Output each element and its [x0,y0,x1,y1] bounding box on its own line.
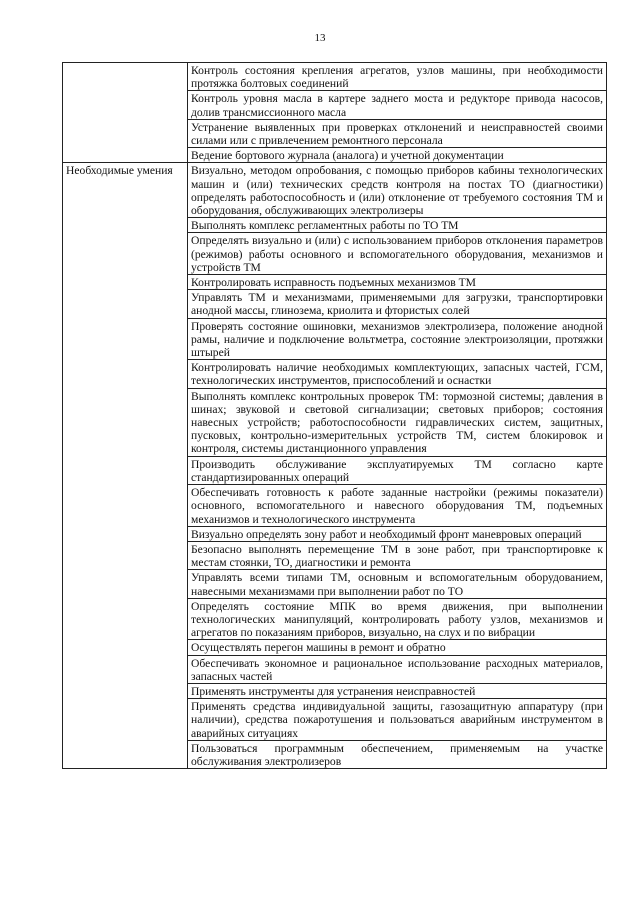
table-row [63,360,607,388]
table-row [63,63,607,91]
row-label-cell [63,570,188,598]
row-label-cell [63,526,188,541]
table-row [63,683,607,698]
table-row [63,91,607,119]
page-number: 13 [314,32,326,44]
table-row [63,163,607,218]
row-text-cell: Визуально определять зону работ и необходимый фронт маневровых операций [188,526,607,541]
row-label-cell [63,233,188,275]
row-text-cell: Проверять состояние ошиновки, механизмов электролизера, положение анодной рамы, наличие и подключение вольтметра, состояние электроизоляции, протяжки штырей [188,318,607,360]
row-label-cell [63,218,188,233]
row-text-cell: Управлять ТМ и механизмами, применяемыми для загрузки, транспортировки анодной массы, глинозема, криолита и фтористых солей [188,290,607,318]
table-row [63,598,607,640]
table-row [63,456,607,484]
row-text-cell: Контролировать исправность подъемных механизмов ТМ [188,275,607,290]
row-label-cell [63,388,188,456]
table-row [63,541,607,569]
table-row [63,699,607,741]
row-text-cell: Обеспечивать экономное и рациональное использование расходных материалов, запасных частей [188,655,607,683]
row-label-cell [63,275,188,290]
row-text-cell: Пользоваться программным обеспечением, применяемым на участке обслуживания электролизеров [188,740,607,768]
row-label-cell [63,456,188,484]
row-text-cell: Выполнять комплекс регламентных работы по ТО ТМ [188,218,607,233]
row-label-cell [63,91,188,119]
row-text-cell: Контроль состояния крепления агрегатов, узлов машины, при необходимости протяжка болтовых соединений [188,63,607,91]
row-text-cell: Управлять всеми типами ТМ, основным и вспомогательным оборудованием, навесными механизмами при выполнении работ по ТО [188,570,607,598]
row-label-cell [63,740,188,768]
table-row [63,485,607,527]
row-text-cell: Применять средства индивидуальной защиты, газозащитную аппаратуру (при наличии), средства пожаротушения и пользоваться аварийным инструментом в аварийных ситуациях [188,699,607,741]
requirements-table-container [62,62,607,769]
row-label-cell [63,318,188,360]
row-text-cell: Безопасно выполнять перемещение ТМ в зоне работ, при транспортировке к местам стоянки, ТО, диагностики и ремонта [188,541,607,569]
row-label-cell [63,119,188,147]
requirements-table [62,62,607,769]
row-text-cell: Контролировать наличие необходимых комплектующих, запасных частей, ГСМ, технологических инструментов, приспособлений и оснастки [188,360,607,388]
table-row [63,148,607,163]
row-text-cell: Ведение бортового журнала (аналога) и учетной документации [188,148,607,163]
table-row [63,318,607,360]
row-text-cell: Устранение выявленных при проверках отклонений и неисправностей своими силами или с привлечением ремонтного персонала [188,119,607,147]
table-body [63,63,607,769]
row-label-cell [63,541,188,569]
row-text-cell: Выполнять комплекс контрольных проверок ТМ: тормозной системы; давления в шинах; звуковой и световой сигнализации; световых приборов; состояния навесных устройств; работоспособности гидравлических систем, защитных, пусковых, контрольно-измерительных устройств ТМ, систем блокировок и контроля, системы дистанционного управления [188,388,607,456]
table-row [63,233,607,275]
row-label-cell [63,148,188,163]
row-text-cell: Применять инструменты для устранения неисправностей [188,683,607,698]
row-label-cell [63,485,188,527]
row-text-cell: Производить обслуживание эксплуатируемых ТМ согласно карте стандартизированных операций [188,456,607,484]
row-text-cell: Осуществлять перегон машины в ремонт и обратно [188,640,607,655]
row-label-cell [63,655,188,683]
table-row [63,388,607,456]
table-row [63,655,607,683]
table-row [63,526,607,541]
table-row [63,275,607,290]
row-label-cell [63,683,188,698]
table-row [63,119,607,147]
row-text-cell: Контроль уровня масла в картере заднего моста и редукторе привода насосов, долив трансмиссионного масла [188,91,607,119]
table-row [63,290,607,318]
table-row [63,218,607,233]
row-text-cell: Обеспечивать готовность к работе заданные настройки (режимы показатели) основного, вспомогательного и навесного оборудования ТМ, подъемных механизмов и технологического инструмента [188,485,607,527]
table-row [63,740,607,768]
row-label-cell [63,290,188,318]
row-label-cell [63,598,188,640]
row-label-cell [63,63,188,91]
row-label-cell: Необходимые умения [63,163,188,218]
row-text-cell: Визуально, методом опробования, с помощью приборов кабины технологических машин и (или) технических средств контроля на постах ТО (диагностики) определять работоспособность и (или) отклонение от требуемого состояния ТМ и оборудования, обслуживающих электролизеры [188,163,607,218]
row-label-cell [63,640,188,655]
row-label-cell [63,699,188,741]
row-label-cell [63,360,188,388]
table-row [63,570,607,598]
row-text-cell: Определять состояние МПК во время движения, при выполнении технологических манипуляций, контролировать работу узлов, механизмов и агрегатов по показаниям приборов, визуально, на слух и по вибрации [188,598,607,640]
row-text-cell: Определять визуально и (или) с использованием приборов отклонения параметров (режимов) работы основного и вспомогательного оборудования, механизмов и устройств ТМ [188,233,607,275]
table-row [63,640,607,655]
